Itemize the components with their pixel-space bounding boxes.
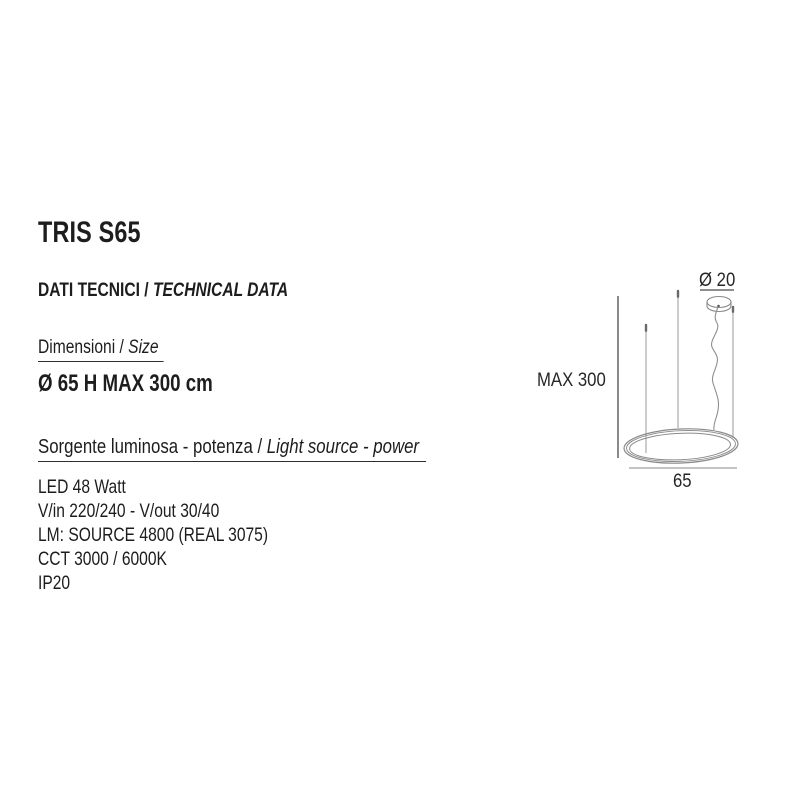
spec-ip-rating: IP20 xyxy=(38,572,71,594)
power-cable xyxy=(712,307,719,430)
dimensions-label-it: Dimensioni xyxy=(38,336,116,358)
max-height-label: MAX 300 xyxy=(537,370,606,391)
ceiling-canopy xyxy=(707,297,731,312)
dimensions-heading xyxy=(38,337,163,362)
section-title-en: TECHNICAL DATA xyxy=(152,279,289,301)
product-title: TRIS S65 xyxy=(38,216,141,249)
spec-cct: CCT 3000 / 6000K xyxy=(38,548,167,570)
lamp-diagram xyxy=(520,250,790,500)
subsection-light-source xyxy=(38,436,500,462)
canopy-diameter-label: Ø 20 xyxy=(699,270,736,291)
dimensions-label-separator: / xyxy=(115,336,129,358)
ring-fixture xyxy=(623,427,738,466)
section-title-separator: / xyxy=(139,279,153,301)
spec-voltage: V/in 220/240 - V/out 30/40 xyxy=(38,500,220,522)
ring-diameter-label: 65 xyxy=(673,471,692,492)
section-title-it: DATI TECNICI xyxy=(38,279,140,301)
spec-list xyxy=(38,475,326,595)
subsection-dimensions xyxy=(38,337,195,362)
spec-led-wattage: LED 48 Watt xyxy=(38,476,126,498)
section-technical-data xyxy=(38,280,351,300)
dimensions-value: Ø 65 H MAX 300 cm xyxy=(38,370,213,397)
light-source-label-en: Light source - power xyxy=(266,436,420,458)
light-source-heading xyxy=(38,436,426,462)
dimensions-label-en: Size xyxy=(128,336,159,358)
light-source-label-it: Sorgente luminosa - potenza xyxy=(38,436,253,458)
spec-lumen: LM: SOURCE 4800 (REAL 3075) xyxy=(38,524,269,546)
light-source-label-separator: / xyxy=(252,436,267,458)
section-technical-data-text xyxy=(38,280,288,300)
